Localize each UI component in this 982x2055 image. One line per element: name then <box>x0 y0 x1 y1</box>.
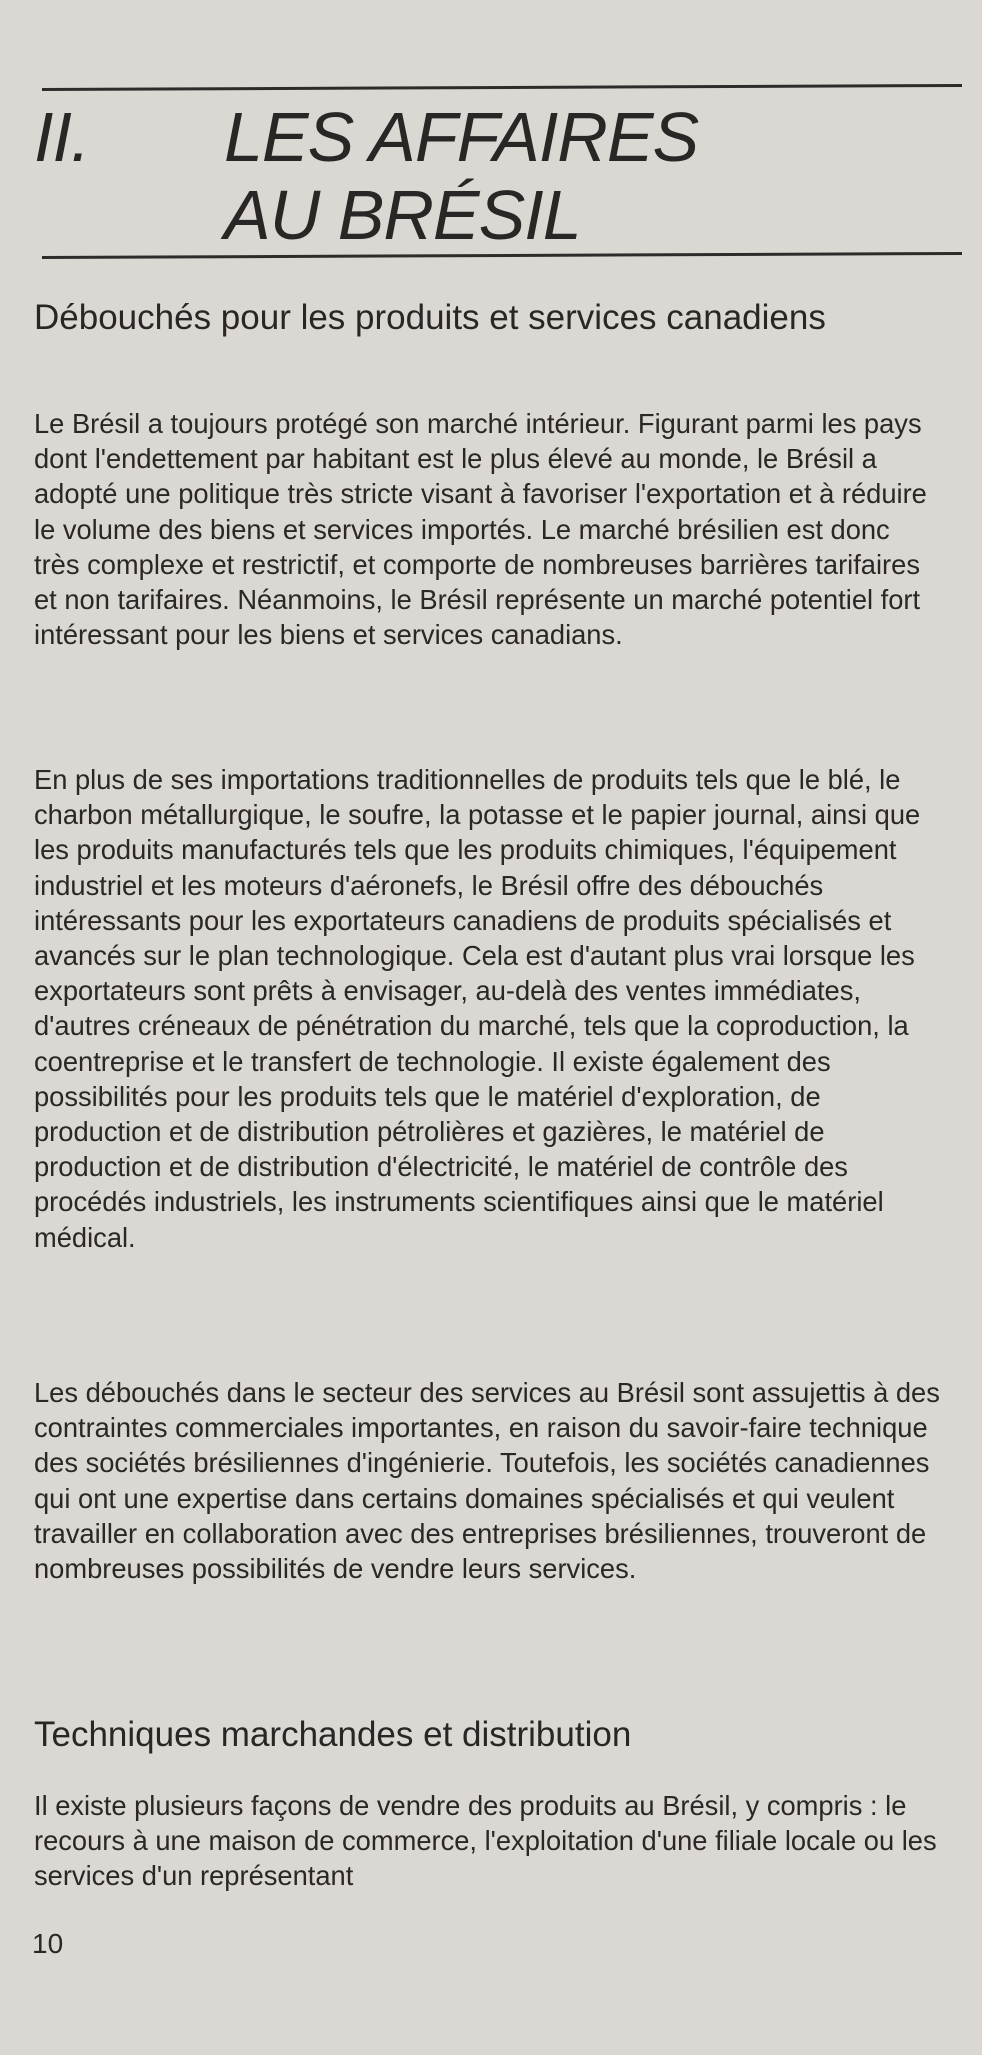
page-number: 10 <box>32 1928 64 1959</box>
chapter-title-line1: LES AFFAIRES <box>224 98 699 176</box>
chapter-title <box>34 98 698 254</box>
chapter-number: II. <box>34 98 90 176</box>
paragraph: Les débouchés dans le secteur des services au Brésil sont assujettis à des contraintes commerciales importantes, en raison du savoir-faire technique des sociétés brésiliennes d'ingénierie. Toutefois, les sociétés canadiennes qui ont une expertise dans certains domaines spécialisés et qui veulent travailler en collaboration avec des entreprises brésiliennes, trouveront de nombreuses possibilités de vendre leurs services. <box>34 1377 940 1585</box>
paragraph: Il existe plusieurs façons de vendre des produits au Brésil, y compris : le recours à une maison de commerce, l'exploitation d'une filiale locale ou les services d'un représentant <box>34 1790 937 1892</box>
top-rule <box>42 84 962 91</box>
section-heading-techniques: Techniques marchandes et distribution <box>34 1715 632 1754</box>
chapter-title-line2: AU BRÉSIL <box>224 176 581 254</box>
section-heading-debouches: Débouchés pour les produits et services canadiens <box>34 298 826 337</box>
paragraph: En plus de ses importations traditionnelles de produits tels que le blé, le charbon métallurgique, le soufre, la potasse et le papier journal, ainsi que les produits manufacturés tels que les produits chimiques, l'équipement industriel et les moteurs d'aéronefs, le Brésil offre des débouchés intéressants pour les exportateurs canadiens de produits spécialisés et avancés sur le plan technologique. Cela est d'autant plus vrai lorsque les exportateurs sont prêts à envisager, au-delà des ventes immédiates, d'autres créneaux de pénétration du marché, tels que la coproduction, la coentreprise et le transfert de technologie. Il existe également des possibilités pour les produits tels que le matériel d'exploration, de production et de distribution pétrolières et gazières, le matériel de production et de distribution d'électricité, le matériel de contrôle des procédés industriels, les instruments scientifiques ainsi que le matériel médical. <box>34 764 921 1253</box>
paragraph: Le Brésil a toujours protégé son marché intérieur. Figurant parmi les pays dont l'endettement par habitant est le plus élevé au monde, le Brésil a adopté une politique très stricte visant à favoriser l'exportation et à réduire le volume des biens et services importés. Le marché brésilien est donc très complexe et restrictif, et comporte de nombreuses barrières tarifaires et non tarifaires. Néanmoins, le Brésil représente un marché potentiel fort intéressant pour les biens et services canadians. <box>34 408 927 651</box>
